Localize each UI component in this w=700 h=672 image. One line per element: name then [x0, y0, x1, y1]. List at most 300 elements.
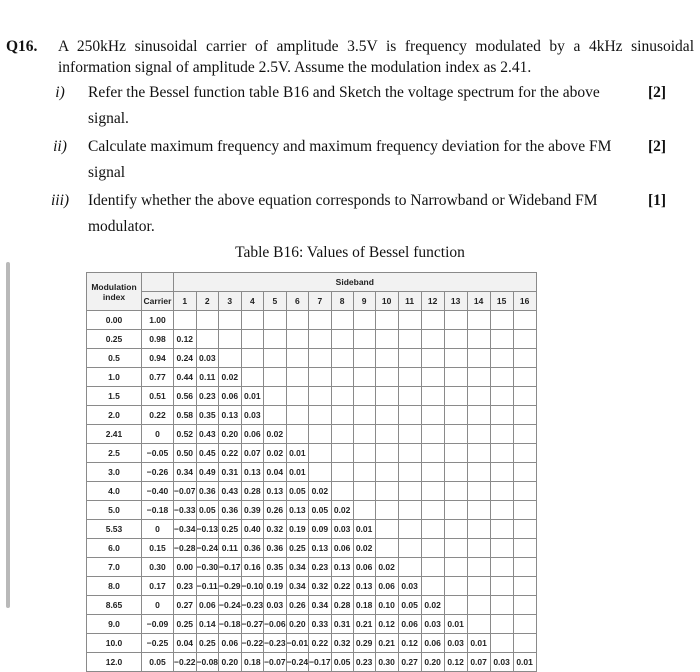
sideband-value-cell: 0.02 [353, 539, 375, 558]
row-index-cell: 2.41 [87, 425, 142, 444]
sideband-value-cell [467, 330, 490, 349]
sideband-value-cell: 0.13 [353, 577, 375, 596]
sideband-value-cell: 0.50 [174, 444, 197, 463]
carrier-value-cell: −0.09 [142, 615, 174, 634]
sideband-value-cell [353, 425, 375, 444]
bessel-table-container [86, 272, 537, 672]
sideband-value-cell [309, 349, 332, 368]
sideband-value-cell [286, 425, 309, 444]
sideband-value-cell: 0.40 [241, 520, 264, 539]
sideband-value-cell [398, 482, 421, 501]
sideband-value-cell: 0.25 [196, 634, 219, 653]
sideband-value-cell: −0.34 [174, 520, 197, 539]
sideband-value-cell [490, 387, 513, 406]
carrier-value-cell: 0 [142, 520, 174, 539]
sideband-value-cell: 0.18 [353, 596, 375, 615]
sideband-value-cell [421, 539, 444, 558]
table-row [87, 539, 537, 558]
sideband-value-cell [353, 349, 375, 368]
sideband-value-cell [353, 463, 375, 482]
sideband-value-cell: 0.03 [421, 615, 444, 634]
carrier-value-cell: 0 [142, 425, 174, 444]
sideband-value-cell [421, 425, 444, 444]
sideband-value-cell [467, 482, 490, 501]
sideband-value-cell: 0.34 [286, 558, 309, 577]
sideband-value-cell: −0.33 [174, 501, 197, 520]
header-sideband-12: 12 [421, 292, 444, 311]
table-row [87, 501, 537, 520]
sideband-value-cell: 0.35 [196, 406, 219, 425]
sideband-value-cell: 0.36 [264, 539, 287, 558]
sideband-value-cell [353, 311, 375, 330]
table-row [87, 596, 537, 615]
sideband-value-cell: 0.25 [219, 520, 242, 539]
sideband-value-cell [490, 520, 513, 539]
sideband-value-cell: 0.02 [264, 425, 287, 444]
marks-label: [1] [648, 192, 667, 209]
sideband-value-cell: 0.11 [219, 539, 242, 558]
sideband-value-cell: 0.01 [444, 615, 467, 634]
sideband-value-cell: 0.06 [353, 558, 375, 577]
sideband-value-cell [444, 539, 467, 558]
sideband-value-cell [331, 387, 353, 406]
sub-question-text: Refer the Bessel function table B16 and Sketch the voltage spectrum for the above signal. [88, 84, 600, 127]
sideband-value-cell: 0.43 [219, 482, 242, 501]
sideband-value-cell: 0.01 [286, 444, 309, 463]
sideband-value-cell [241, 330, 264, 349]
sideband-value-cell [490, 482, 513, 501]
sub-question-number: iii) [50, 192, 70, 209]
sideband-value-cell: 0.07 [241, 444, 264, 463]
sideband-value-cell [467, 387, 490, 406]
sideband-value-cell [286, 368, 309, 387]
carrier-value-cell: 0.77 [142, 368, 174, 387]
header-sideband-13: 13 [444, 292, 467, 311]
sideband-value-cell: 0.22 [309, 634, 332, 653]
sideband-value-cell [513, 558, 536, 577]
sideband-value-cell [375, 520, 398, 539]
sideband-value-cell [241, 368, 264, 387]
table-row [87, 653, 537, 672]
sideband-value-cell [513, 387, 536, 406]
sideband-value-cell: −0.06 [264, 615, 287, 634]
sideband-value-cell [309, 387, 332, 406]
sideband-value-cell [467, 463, 490, 482]
sideband-value-cell: 0.12 [444, 653, 467, 672]
sideband-value-cell [490, 368, 513, 387]
sideband-value-cell [219, 311, 242, 330]
sideband-value-cell [490, 539, 513, 558]
sideband-value-cell: 0.31 [219, 463, 242, 482]
sideband-value-cell [398, 425, 421, 444]
sideband-value-cell: 0.28 [241, 482, 264, 501]
table-row [87, 634, 537, 653]
sideband-value-cell [309, 406, 332, 425]
sideband-value-cell: 0.49 [196, 463, 219, 482]
sideband-value-cell [444, 482, 467, 501]
sideband-value-cell [513, 444, 536, 463]
sideband-value-cell: 0.44 [174, 368, 197, 387]
header-carrier: Carrier [142, 292, 174, 311]
sideband-value-cell [513, 463, 536, 482]
sideband-value-cell [513, 482, 536, 501]
sideband-value-cell: −0.17 [219, 558, 242, 577]
sideband-value-cell: −0.17 [309, 653, 332, 672]
sideband-value-cell [513, 577, 536, 596]
row-index-cell: 7.0 [87, 558, 142, 577]
sideband-value-cell [444, 577, 467, 596]
sideband-value-cell: 0.02 [264, 444, 287, 463]
table-row [87, 520, 537, 539]
row-index-cell: 8.65 [87, 596, 142, 615]
sideband-value-cell: 0.58 [174, 406, 197, 425]
sideband-value-cell: −0.24 [286, 653, 309, 672]
sideband-value-cell: −0.18 [219, 615, 242, 634]
header-sideband-16: 16 [513, 292, 536, 311]
sideband-value-cell [444, 444, 467, 463]
sideband-value-cell [490, 577, 513, 596]
sideband-value-cell [375, 482, 398, 501]
carrier-value-cell: 1.00 [142, 311, 174, 330]
sideband-value-cell [174, 311, 197, 330]
sideband-value-cell [398, 406, 421, 425]
sideband-value-cell: 0.20 [286, 615, 309, 634]
sideband-value-cell: 0.19 [286, 520, 309, 539]
sideband-value-cell: 0.06 [196, 596, 219, 615]
carrier-value-cell: −0.25 [142, 634, 174, 653]
sideband-value-cell: 0.32 [309, 577, 332, 596]
sideband-value-cell: 0.03 [241, 406, 264, 425]
sideband-value-cell: 0.04 [264, 463, 287, 482]
sideband-value-cell [467, 558, 490, 577]
sideband-value-cell: 0.01 [467, 634, 490, 653]
sideband-value-cell: 0.52 [174, 425, 197, 444]
sideband-value-cell [513, 349, 536, 368]
row-index-cell: 2.0 [87, 406, 142, 425]
sideband-value-cell: 0.23 [309, 558, 332, 577]
sideband-value-cell: 0.10 [375, 596, 398, 615]
sideband-value-cell: 0.25 [286, 539, 309, 558]
row-index-cell: 6.0 [87, 539, 142, 558]
sideband-value-cell [444, 596, 467, 615]
header-sideband-4: 4 [241, 292, 264, 311]
sideband-value-cell [264, 387, 287, 406]
sideband-value-cell [490, 311, 513, 330]
sideband-value-cell: 0.13 [219, 406, 242, 425]
sideband-value-cell [264, 406, 287, 425]
bessel-table [86, 272, 537, 672]
header-sideband-7: 7 [309, 292, 332, 311]
sideband-value-cell: −0.23 [241, 596, 264, 615]
sideband-value-cell [398, 349, 421, 368]
sideband-value-cell [264, 330, 287, 349]
sideband-value-cell [331, 368, 353, 387]
sideband-value-cell: 0.05 [331, 653, 353, 672]
sideband-value-cell [375, 387, 398, 406]
table-caption: Table B16: Values of Bessel function [235, 244, 465, 261]
sideband-value-cell [513, 596, 536, 615]
sideband-value-cell: −0.28 [174, 539, 197, 558]
sideband-value-cell [490, 349, 513, 368]
carrier-value-cell: 0.94 [142, 349, 174, 368]
sideband-value-cell: 0.06 [375, 577, 398, 596]
sideband-value-cell: 0.06 [398, 615, 421, 634]
sideband-value-cell: 0.23 [353, 653, 375, 672]
sideband-value-cell [309, 425, 332, 444]
sideband-value-cell: 0.13 [309, 539, 332, 558]
table-row [87, 558, 537, 577]
sideband-value-cell [375, 425, 398, 444]
sideband-value-cell [309, 463, 332, 482]
table-row [87, 463, 537, 482]
sideband-value-cell [241, 311, 264, 330]
carrier-value-cell: 0.15 [142, 539, 174, 558]
sideband-value-cell: 0.21 [353, 615, 375, 634]
header-sideband-9: 9 [353, 292, 375, 311]
table-row [87, 482, 537, 501]
sideband-value-cell [331, 311, 353, 330]
sideband-value-cell: 0.22 [331, 577, 353, 596]
sideband-value-cell [490, 596, 513, 615]
sideband-value-cell: 0.13 [286, 501, 309, 520]
question-text: A 250kHz sinusoidal carrier of amplitude 3.5V is frequency modulated by a 4kHz sinusoidal information signal of amplitude 2.5V. Assume the modulation index as 2.41. [58, 38, 694, 76]
sideband-value-cell: 0.34 [174, 463, 197, 482]
sideband-value-cell: 0.26 [264, 501, 287, 520]
sideband-value-cell: −0.08 [196, 653, 219, 672]
sideband-value-cell [375, 368, 398, 387]
sideband-value-cell: 0.03 [444, 634, 467, 653]
sideband-value-cell [421, 482, 444, 501]
sideband-value-cell [398, 501, 421, 520]
sideband-value-cell [421, 444, 444, 463]
sideband-value-cell: −0.29 [219, 577, 242, 596]
row-index-cell: 4.0 [87, 482, 142, 501]
sideband-value-cell [331, 463, 353, 482]
header-sideband-15: 15 [490, 292, 513, 311]
sideband-value-cell [353, 387, 375, 406]
sideband-value-cell [331, 330, 353, 349]
sideband-value-cell: 0.01 [353, 520, 375, 539]
sideband-value-cell: 0.32 [264, 520, 287, 539]
sideband-value-cell [513, 634, 536, 653]
sideband-value-cell [421, 406, 444, 425]
carrier-value-cell: 0.98 [142, 330, 174, 349]
header-sideband-8: 8 [331, 292, 353, 311]
sub-question-number: i) [55, 84, 65, 101]
marks-label: [2] [648, 84, 667, 101]
sideband-value-cell: 0.20 [219, 425, 242, 444]
sideband-value-cell: 0.39 [241, 501, 264, 520]
header-sideband-1: 1 [174, 292, 197, 311]
sideband-value-cell [490, 501, 513, 520]
sideband-value-cell [421, 501, 444, 520]
sideband-value-cell [219, 349, 242, 368]
sideband-value-cell: −0.24 [219, 596, 242, 615]
sideband-value-cell [241, 349, 264, 368]
sideband-value-cell: 0.02 [219, 368, 242, 387]
carrier-value-cell: −0.05 [142, 444, 174, 463]
header-sideband-3: 3 [219, 292, 242, 311]
sideband-value-cell: 0.26 [286, 596, 309, 615]
sideband-value-cell: 0.22 [219, 444, 242, 463]
row-index-cell: 0.25 [87, 330, 142, 349]
sideband-value-cell [421, 558, 444, 577]
sideband-value-cell: 0.06 [241, 425, 264, 444]
sideband-value-cell [513, 425, 536, 444]
sideband-value-cell [421, 349, 444, 368]
carrier-value-cell: 0.05 [142, 653, 174, 672]
sideband-value-cell [467, 444, 490, 463]
sideband-value-cell: 0.33 [309, 615, 332, 634]
sideband-value-cell [421, 463, 444, 482]
row-index-cell: 8.0 [87, 577, 142, 596]
sideband-value-cell [331, 406, 353, 425]
sideband-value-cell: 0.30 [375, 653, 398, 672]
carrier-value-cell: 0.17 [142, 577, 174, 596]
sideband-value-cell: 0.13 [331, 558, 353, 577]
sideband-value-cell [286, 349, 309, 368]
sideband-value-cell [331, 425, 353, 444]
sideband-value-cell: 0.19 [264, 577, 287, 596]
table-row [87, 311, 537, 330]
carrier-value-cell: 0.30 [142, 558, 174, 577]
header-sideband-2: 2 [196, 292, 219, 311]
sideband-value-cell [219, 330, 242, 349]
header-sideband-6: 6 [286, 292, 309, 311]
sideband-value-cell: 0.20 [421, 653, 444, 672]
sideband-value-cell: −0.13 [196, 520, 219, 539]
sideband-value-cell: −0.07 [174, 482, 197, 501]
carrier-value-cell: 0 [142, 596, 174, 615]
sideband-value-cell [398, 330, 421, 349]
sideband-value-cell [398, 444, 421, 463]
sideband-value-cell: −0.01 [286, 634, 309, 653]
sideband-value-cell: 0.06 [331, 539, 353, 558]
sideband-value-cell: 0.09 [309, 520, 332, 539]
table-row [87, 615, 537, 634]
sub-question-number: ii) [53, 138, 67, 155]
sideband-value-cell: 0.56 [174, 387, 197, 406]
sideband-value-cell: 0.02 [421, 596, 444, 615]
sideband-value-cell [353, 501, 375, 520]
sideband-value-cell [264, 368, 287, 387]
row-index-cell: 0.00 [87, 311, 142, 330]
sideband-value-cell: 0.00 [174, 558, 197, 577]
sideband-value-cell: 0.14 [196, 615, 219, 634]
sideband-value-cell: −0.24 [196, 539, 219, 558]
sideband-value-cell: 0.05 [196, 501, 219, 520]
row-index-cell: 5.0 [87, 501, 142, 520]
sideband-value-cell: 0.34 [286, 577, 309, 596]
header-index-line1: Modulation [91, 281, 137, 292]
sideband-value-cell: 0.31 [331, 615, 353, 634]
sideband-value-cell [398, 539, 421, 558]
sideband-value-cell [196, 311, 219, 330]
sideband-value-cell: 0.03 [264, 596, 287, 615]
sideband-value-cell [398, 311, 421, 330]
sideband-value-cell [467, 577, 490, 596]
sideband-value-cell [467, 311, 490, 330]
sideband-value-cell [286, 387, 309, 406]
sideband-value-cell [353, 330, 375, 349]
sideband-value-cell [196, 330, 219, 349]
sideband-value-cell [309, 368, 332, 387]
header-sideband-5: 5 [264, 292, 287, 311]
sideband-value-cell [444, 368, 467, 387]
sideband-value-cell: 0.13 [241, 463, 264, 482]
sideband-value-cell: 0.06 [421, 634, 444, 653]
sideband-value-cell: 0.02 [331, 501, 353, 520]
sideband-value-cell: 0.02 [375, 558, 398, 577]
sideband-value-cell: 0.28 [331, 596, 353, 615]
sideband-value-cell: −0.10 [241, 577, 264, 596]
sideband-value-cell [513, 615, 536, 634]
header-sideband: Sideband [174, 273, 537, 292]
sideband-value-cell [421, 368, 444, 387]
sideband-value-cell: 0.29 [353, 634, 375, 653]
sideband-value-cell [513, 368, 536, 387]
sideband-value-cell [398, 558, 421, 577]
sideband-value-cell [513, 501, 536, 520]
sideband-value-cell [309, 330, 332, 349]
table-row [87, 406, 537, 425]
sideband-value-cell: 0.27 [174, 596, 197, 615]
sideband-value-cell [264, 311, 287, 330]
sideband-value-cell [375, 311, 398, 330]
sideband-value-cell [375, 444, 398, 463]
sideband-value-cell: 0.16 [241, 558, 264, 577]
sideband-value-cell [444, 311, 467, 330]
sideband-value-cell: 0.03 [398, 577, 421, 596]
sideband-value-cell [264, 349, 287, 368]
sideband-value-cell [286, 330, 309, 349]
sideband-value-cell [513, 330, 536, 349]
sideband-value-cell [398, 463, 421, 482]
sideband-value-cell [421, 387, 444, 406]
row-index-cell: 2.5 [87, 444, 142, 463]
sideband-value-cell: 0.20 [219, 653, 242, 672]
carrier-value-cell: −0.40 [142, 482, 174, 501]
sideband-value-cell [375, 349, 398, 368]
sideband-value-cell [421, 330, 444, 349]
sideband-value-cell [421, 311, 444, 330]
sideband-value-cell [513, 311, 536, 330]
sideband-value-cell: 0.01 [513, 653, 536, 672]
row-index-cell: 1.5 [87, 387, 142, 406]
table-row [87, 387, 537, 406]
sideband-value-cell [490, 406, 513, 425]
sideband-value-cell: 0.36 [219, 501, 242, 520]
sideband-value-cell [353, 444, 375, 463]
sideband-value-cell [375, 539, 398, 558]
sideband-value-cell [490, 558, 513, 577]
sideband-value-cell: 0.03 [196, 349, 219, 368]
sideband-value-cell: 0.02 [309, 482, 332, 501]
row-index-cell: 12.0 [87, 653, 142, 672]
sideband-value-cell [286, 311, 309, 330]
sideband-value-cell: 0.11 [196, 368, 219, 387]
sideband-value-cell [286, 406, 309, 425]
sideband-value-cell [467, 539, 490, 558]
sideband-value-cell [331, 349, 353, 368]
sideband-value-cell [467, 501, 490, 520]
carrier-value-cell: 0.51 [142, 387, 174, 406]
sideband-value-cell: 0.34 [309, 596, 332, 615]
sideband-value-cell [331, 482, 353, 501]
sideband-value-cell [490, 634, 513, 653]
sideband-value-cell [490, 330, 513, 349]
sideband-value-cell [444, 330, 467, 349]
